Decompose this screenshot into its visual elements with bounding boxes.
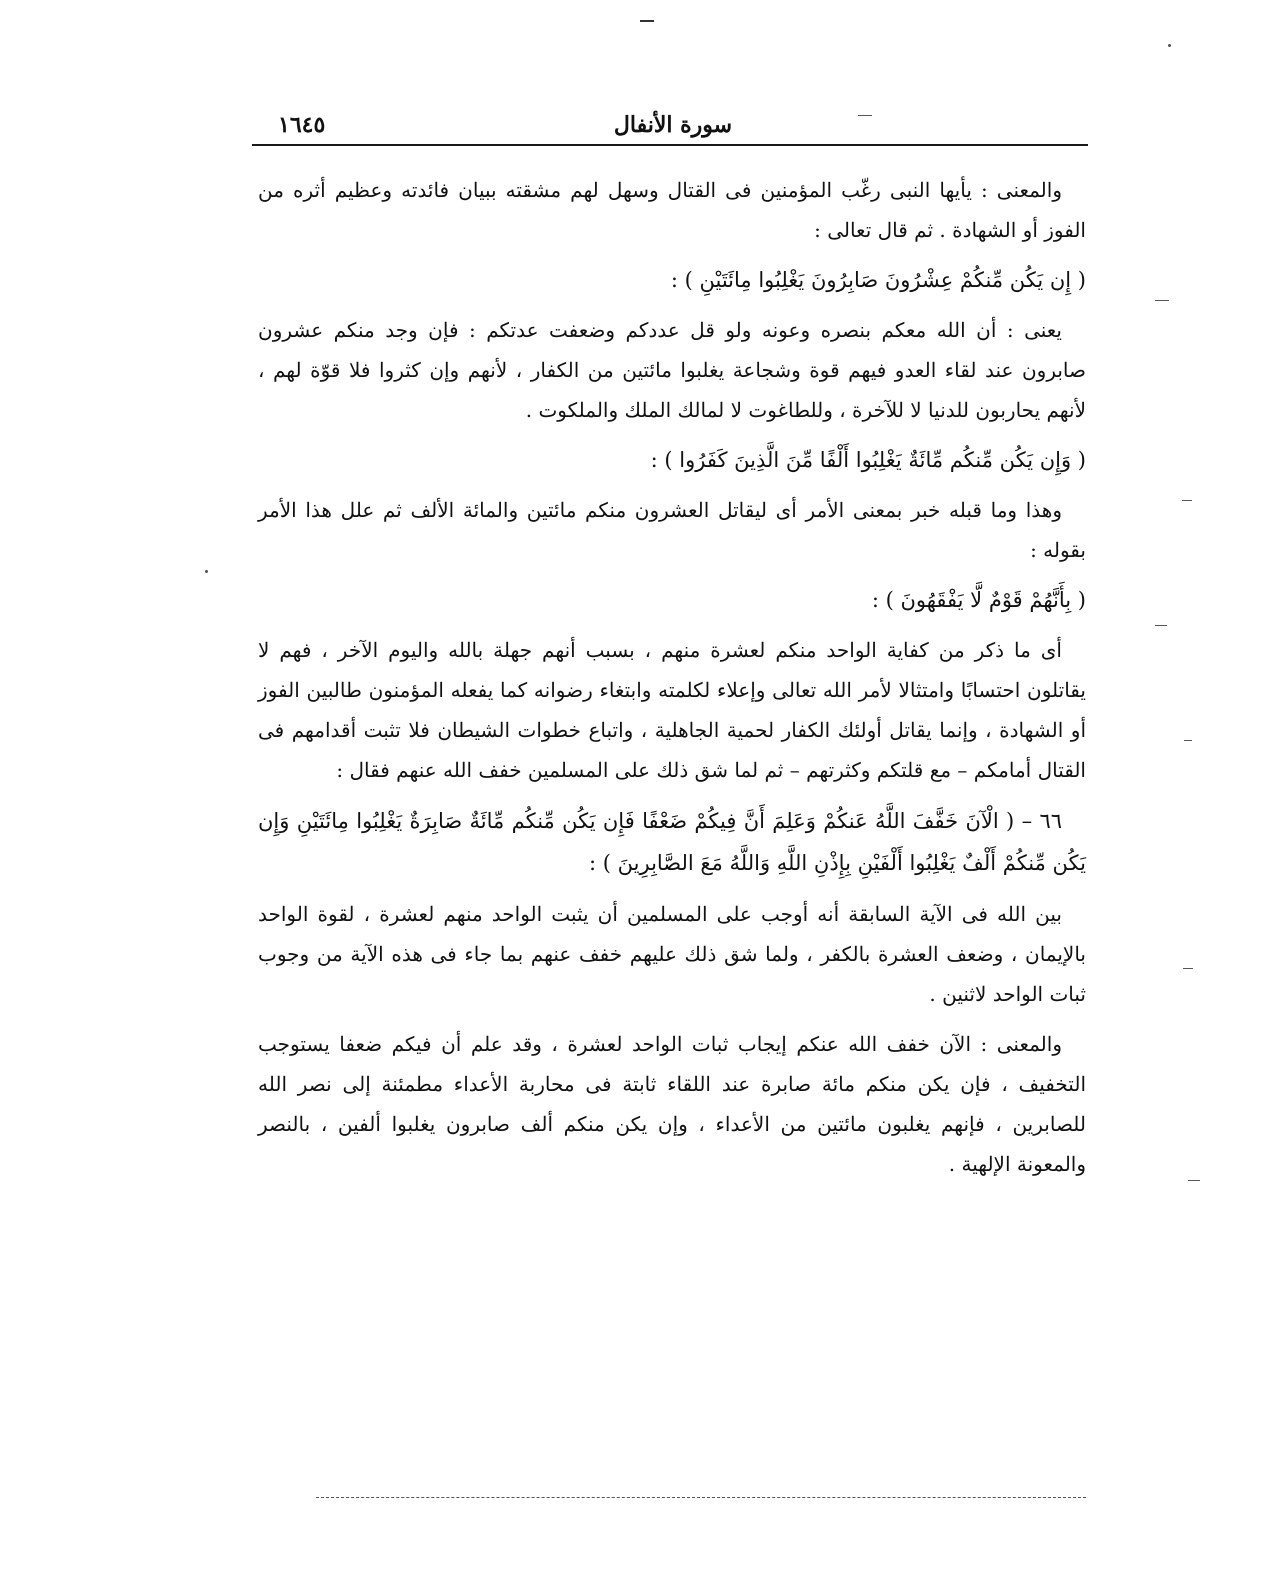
quran-verse: ( إِن يَكُن مِّنكُمْ عِشْرُونَ صَابِرُونَ يَغْلِبُوا مِائَتَيْنِ ) : — [670, 268, 1086, 292]
margin-mark — [1155, 300, 1169, 301]
paragraph: أى ما ذكر من كفاية الواحد منكم لعشرة منهم ، بسبب أنهم جهلة بالله واليوم الآخر ، فهم لا يقاتلون احتسابًا وامتثالا لأمر الله تعالى وإعلاء لكلمته وابتغاء رضوانه كما يفعله المؤمنون طالبين الفوز أو الشهادة ، وإنما يقاتل أولئك الكفار لحمية الجاهلية ، واتباع خطوات الشيطان فلا تثبت أقدامهم فى القتال أمامكم – مع قلتكم وكثرتهم – ثم لما شق ذلك على المسلمين خفف الله عنهم فقال : — [258, 638, 1086, 782]
scan-speck — [1168, 44, 1171, 47]
paragraph: بين الله فى الآية السابقة أنه أوجب على المسلمين أن يثبت الواحد منهم لعشرة ، لقوة الواحد بالإيمان ، وضعف العشرة بالكفر ، ولما شق ذلك عليهم خفف عنهم بما جاء فى هذه الآية من وجوب ثبات الواحد لاثنين . — [258, 902, 1086, 1006]
margin-mark — [1183, 968, 1193, 969]
paragraph: يعنى : أن الله معكم بنصره وعونه ولو قل عددكم وضعفت عدتكم : فإن وجد منكم عشرون صابرون عند لقاء العدو فيهم قوة وشجاعة يغلبوا مائتين من الكفار ، لأنهم وإن كثروا فلا قوّة لهم ، لأنهم يحاربون للدنيا لا للآخرة ، وللطاغوت لا لمالك الملك والملكوت . — [258, 318, 1086, 422]
paragraph: وهذا وما قبله خبر بمعنى الأمر أى ليقاتل العشرون منكم مائتين والمائة الألف ثم علل هذا الأمر بقوله : — [258, 498, 1086, 562]
body-text — [258, 170, 1086, 1194]
page-header — [258, 108, 1088, 148]
margin-mark — [1182, 500, 1192, 501]
margin-mark — [1188, 1180, 1200, 1181]
paragraph: والمعنى : الآن خفف الله عنكم إيجاب ثبات الواحد لعشرة ، وقد علم أن فيكم ضعفا يستوجب التخفيف ، فإن يكن منكم مائة صابرة عند اللقاء ثابتة فى محاربة الأعداء مطمئنة إلى نصر الله للصابرين ، فإنهم يغلبون مائتين من الأعداء ، وإن يكن منكم ألف صابرون يغلبوا ألفين ، بالنصر والمعونة الإلهية . — [258, 1032, 1086, 1176]
margin-mark — [1184, 740, 1192, 741]
numbered-quran-verse: ٦٦ – ( الْآنَ خَفَّفَ اللَّهُ عَنكُمْ وَعَلِمَ أَنَّ فِيكُمْ ضَعْفًا فَإِن يَكُن مِّنكُم مِّائَةٌ صَابِرَةٌ يَغْلِبُوا مِائَتَيْنِ وَإِن يَكُن مِّنكُمْ أَلْفٌ يَغْلِبُوا أَلْفَيْنِ بِإِذْنِ اللَّهِ وَاللَّهُ مَعَ الصَّابِرِينَ ) : — [258, 809, 1086, 875]
header-divider — [252, 144, 1088, 146]
quran-verse: ( وَإِن يَكُن مِّنكُم مِّائَةٌ يَغْلِبُوا أَلْفًا مِّنَ الَّذِينَ كَفَرُوا ) : — [650, 448, 1086, 472]
running-title: سورة الأنفال — [613, 112, 733, 138]
page-number: ١٦٤٥ — [278, 112, 326, 138]
scan-speck — [205, 570, 208, 573]
bottom-scan-line — [316, 1497, 1086, 1498]
margin-mark — [1155, 625, 1167, 626]
paragraph: والمعنى : يأيها النبى رغّب المؤمنين فى القتال وسهل لهم مشقته ببيان فائدته وعظيم أثره من الفوز أو الشهادة . ثم قال تعالى : — [258, 178, 1086, 242]
quran-verse: ( بِأَنَّهُمْ قَوْمٌ لَّا يَفْقَهُونَ ) : — [871, 588, 1086, 612]
scan-mark — [640, 20, 654, 22]
margin-mark — [858, 115, 872, 116]
